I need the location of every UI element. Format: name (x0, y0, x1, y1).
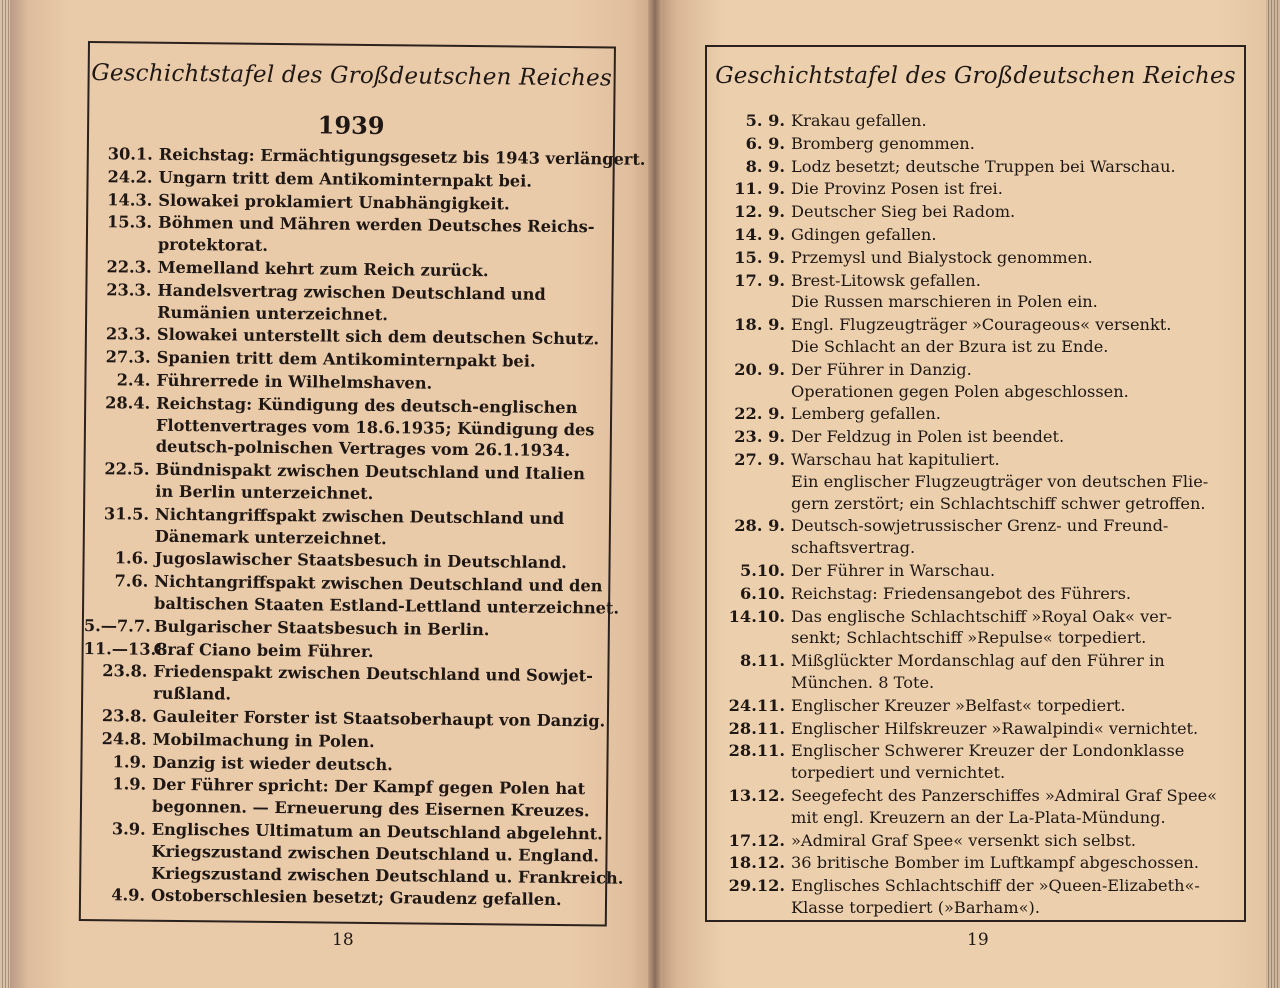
entry-date: 5. 9. (745, 111, 785, 130)
entry-date: 23.3. (106, 280, 152, 300)
chronology-entry (707, 359, 1244, 403)
entry-text-line: Jugoslawischer Staatsbesuch in Deutschland. (154, 549, 567, 573)
chronology-entry (707, 201, 1244, 223)
entry-date: 24.11. (728, 695, 785, 715)
entry-text-line: Die Russen marschieren in Polen ein. (791, 292, 1098, 312)
entry-text-line: Bulgarischer Staatsbesuch in Berlin. (153, 616, 490, 640)
entry-text-line: Kriegszustand zwischen Deutschland u. England. (151, 841, 600, 866)
chronology-entry (707, 830, 1244, 852)
entry-date: 4.9. (111, 885, 146, 906)
entry-text-line: Die Schlacht an der Bzura ist zu Ende. (791, 336, 1109, 356)
entry-text-line: baltischen Staaten Estland-Lettland unterzeichnet. (154, 593, 620, 618)
chronology-entry (707, 583, 1244, 605)
entry-text-line: Der Führer in Danzig. (791, 359, 972, 379)
entry-date: 23.3. (105, 324, 152, 345)
entry-date: 28. 9. (734, 516, 785, 536)
entry-date: 14.3. (107, 189, 153, 210)
entry-text-line: torpediert und vernichtet. (791, 763, 1006, 783)
entry-date: 14. 9. (734, 225, 785, 244)
entry-date: 11.—13.8. (83, 638, 174, 659)
entry-text-line: Lemberg gefallen. (791, 404, 941, 424)
entry-text-line: Böhmen und Mähren werden Deutsches Reichs- (158, 213, 595, 237)
page-number-right: 19 (967, 930, 989, 950)
right-page-frame (705, 45, 1246, 922)
entry-date: 14.10. (728, 606, 785, 626)
entry-date: 6.10. (739, 583, 785, 603)
entry-date: 23.8. (102, 661, 148, 682)
entry-text-line: Der Führer in Warschau. (791, 561, 996, 580)
entry-text-line: deutsch-polnischen Vertrages vom 26.1.1934. (155, 437, 571, 461)
page-number-left: 18 (332, 930, 354, 950)
entry-date: 24.8. (101, 728, 147, 749)
entry-text-line: Kriegszustand zwischen Deutschland u. Frankreich. (151, 863, 624, 888)
entry-text-line: Friedenspakt zwischen Deutschland und Sowjet- (153, 662, 593, 686)
chronology-entry (87, 279, 611, 328)
entry-text-line: Operationen gegen Polen abgeschlossen. (791, 381, 1129, 401)
entry-date: 6. 9. (745, 133, 785, 153)
chronology-entry (707, 314, 1244, 358)
entry-text-line: Nichtangriffspakt zwischen Deutschland und (154, 504, 565, 528)
entry-date: 5.—7.7. (83, 615, 151, 636)
entry-text-line: Ostoberschlesien besetzt; Graudenz gefallen. (150, 886, 562, 910)
entry-text-line: Die Provinz Posen ist frei. (791, 179, 1003, 199)
chronology-entry (707, 224, 1244, 246)
entry-date: 31.5. (103, 503, 150, 524)
chronology-entry (86, 392, 611, 463)
chronology-entry (707, 695, 1244, 717)
entry-text-line: gern zerstört; ein Schlachtschiff schwer getroffen. (791, 493, 1206, 513)
entry-text-line: mit engl. Kreuzern an der La-Plata-Mündung. (791, 807, 1166, 827)
entry-text-line: Reichstag: Friedensangebot des Führers. (791, 583, 1132, 603)
chronology-entry (81, 884, 605, 911)
entry-text-line: Mißglückter Mordanschlag auf den Führer in (791, 651, 1165, 671)
entry-text-line: Der Führer spricht: Der Kampf gegen Polen hat (152, 775, 586, 799)
chronology-entry (707, 606, 1244, 650)
entry-text-line: Slowakei proklamiert Unabhängigkeit. (158, 190, 510, 214)
entry-text-line: Danzig ist wieder deutsch. (152, 752, 393, 774)
chronology-entry (81, 818, 624, 889)
entry-date: 3.9. (111, 819, 146, 839)
entry-date: 15.3. (106, 212, 153, 233)
entry-date: 22.5. (104, 459, 150, 479)
chronology-entry (85, 458, 609, 507)
entry-date: 28.11. (728, 741, 785, 761)
entry-date: 23. 9. (734, 427, 785, 447)
chronology-entry (82, 773, 606, 822)
entry-date: 2.4. (116, 370, 151, 390)
entry-text-line: Brest-Litowsk gefallen. (791, 270, 981, 290)
chronology-entry (707, 270, 1244, 314)
page-edges-right (1266, 0, 1280, 988)
entry-date: 1.9. (112, 774, 147, 795)
entry-date: 17.12. (728, 830, 785, 850)
chronology-entry (707, 178, 1244, 200)
entry-date: 28.4. (105, 392, 151, 413)
entry-date: 28.11. (728, 718, 785, 738)
entry-text-line: Ungarn tritt dem Antikominternpakt bei. (158, 167, 533, 191)
entry-text-line: Memelland kehrt zum Reich zurück. (157, 257, 489, 281)
entry-date: 15. 9. (734, 247, 785, 267)
chronology-entry (707, 426, 1244, 448)
entry-date: 13.12. (728, 786, 785, 805)
entry-date: 30.1. (107, 144, 153, 164)
entry-text-line: Dänemark unterzeichnet. (154, 526, 387, 548)
chronology-entry (707, 156, 1244, 178)
chronology-entry (707, 133, 1244, 155)
entry-date: 24.2. (107, 167, 153, 187)
chronology-entry (707, 110, 1244, 132)
entry-text-line: rußland. (153, 683, 232, 704)
entry-text-line: Deutscher Sieg bei Radom. (791, 202, 1016, 222)
entry-date: 27.3. (105, 347, 151, 367)
entry-text-line: Gauleiter Forster ist Staatsoberhaupt von Danzig. (152, 706, 606, 731)
entry-date: 22.3. (106, 257, 152, 277)
entry-text-line: Gdingen gefallen. (791, 225, 937, 244)
entry-date: 11. 9. (734, 179, 785, 199)
entry-text-line: Engl. Flugzeugträger »Courageous« versenkt. (791, 315, 1172, 335)
entry-text-line: Bündnispakt zwischen Deutschland und Italien (155, 459, 586, 484)
entry-date: 29.12. (728, 876, 785, 896)
entry-text-line: Nichtangriffspakt zwischen Deutschland und den (154, 571, 603, 596)
entry-text-line: 36 britische Bomber im Luftkampf abgeschossen. (791, 853, 1199, 873)
entry-text-line: Der Feldzug in Polen ist beendet. (791, 427, 1065, 447)
entry-text-line: Reichstag: Ermächtigungsgesetz bis 1943 verlängert. (158, 144, 646, 169)
chronology-entry (707, 247, 1244, 269)
entry-text-line: München. 8 Tote. (791, 672, 935, 692)
entry-text-line: Spanien tritt dem Antikominternpakt bei. (156, 347, 536, 371)
chronology-entry (707, 785, 1244, 829)
entry-text-line: Mobilmachung in Polen. (152, 729, 375, 751)
right-page-heading: Geschichtstafel des Großdeutschen Reiches (715, 63, 1236, 89)
entry-text-line: Bromberg genommen. (791, 133, 975, 153)
entry-date: 23.8. (101, 706, 148, 726)
entry-date: 1.6. (114, 548, 149, 569)
chronology-entry (707, 718, 1244, 740)
chronology-entry (707, 740, 1244, 784)
chronology-entry (707, 650, 1244, 694)
entry-date: 8. 9. (745, 156, 785, 176)
entry-text-line: Flottenvertrages vom 18.6.1935; Kündigung des (155, 415, 595, 439)
entry-text-line: in Berlin unterzeichnet. (155, 481, 374, 503)
chronology-entry (84, 570, 620, 619)
entry-text-line: Ein englischer Flugzeugträger von deutschen Flie- (791, 471, 1209, 491)
entry-text-line: Warschau hat kapituliert. (791, 450, 1000, 469)
chronology-entry (707, 449, 1244, 514)
entry-text-line: senkt; Schlachtschiff »Repulse« torpediert. (791, 628, 1147, 648)
chronology-entry (85, 503, 609, 552)
chronology-entry (88, 211, 612, 260)
chronology-entry (83, 660, 607, 709)
year-heading: 1939 (317, 110, 385, 141)
entry-text-line: Handelsvertrag zwischen Deutschland und (157, 280, 546, 304)
entry-date: 18.12. (728, 853, 785, 873)
entry-text-line: Führerrede in Wilhelmshaven. (156, 370, 433, 393)
entry-date: 5.10. (739, 561, 785, 580)
entry-text-line: Klasse torpediert (»Barham«). (791, 897, 1040, 917)
chronology-entry (707, 875, 1244, 919)
entry-text-line: Graf Ciano beim Führer. (153, 639, 374, 661)
entry-date: 1.9. (112, 751, 147, 772)
entry-text-line: Englisches Schlachtschiff der »Queen-Elizabeth«- (791, 876, 1200, 896)
entry-text-line: »Admiral Graf Spee« versenkt sich selbst. (791, 830, 1137, 850)
entry-text-line: Krakau gefallen. (791, 111, 927, 130)
entry-text-line: Seegefecht des Panzerschiffes »Admiral Graf Spee« (791, 786, 1218, 805)
chronology-entry (707, 403, 1244, 425)
entry-text-line: Rumänien unterzeichnet. (157, 302, 389, 324)
entry-text-line: Englischer Kreuzer »Belfast« torpediert. (791, 695, 1126, 715)
entry-date: 22. 9. (734, 404, 785, 424)
book-gutter (648, 0, 662, 988)
entry-text-line: Lodz besetzt; deutsche Truppen bei Warschau. (791, 156, 1176, 176)
entry-text-line: Englischer Schwerer Kreuzer der Londonklasse (791, 741, 1185, 761)
chronology-entry (707, 852, 1244, 874)
entry-date: 18. 9. (734, 315, 785, 335)
entry-date: 27. 9. (734, 450, 785, 469)
left-page-heading: Geschichtstafel des Großdeutschen Reiches (91, 60, 613, 92)
entry-date: 8.11. (739, 651, 785, 671)
entry-text-line: Slowakei unterstellt sich dem deutschen Schutz. (156, 325, 600, 349)
entry-text-line: protektorat. (157, 234, 269, 256)
chronology-entry (707, 560, 1244, 582)
entry-text-line: Englisches Ultimatum an Deutschland abgelehnt. (151, 819, 603, 844)
chronology-entry (707, 515, 1244, 559)
entry-date: 12. 9. (734, 202, 785, 222)
entry-text-line: Englischer Hilfskreuzer »Rawalpindi« vernichtet. (791, 718, 1199, 738)
entry-text-line: begonnen. — Erneuerung des Eisernen Kreuzes. (151, 796, 590, 821)
entry-text-line: Przemysl und Bialystock genommen. (791, 247, 1093, 267)
entry-text-line: Das englische Schlachtschiff »Royal Oak« ver- (791, 606, 1173, 626)
entry-date: 20. 9. (734, 359, 785, 379)
entry-date: 17. 9. (734, 270, 785, 290)
entry-text-line: schaftsvertrag. (791, 538, 916, 558)
entry-date: 7.6. (114, 571, 149, 591)
entry-text-line: Reichstag: Kündigung des deutsch-englischen (156, 393, 578, 417)
left-page-frame (79, 41, 646, 926)
entry-text-line: Deutsch-sowjetrussischer Grenz- und Freund- (791, 516, 1169, 536)
